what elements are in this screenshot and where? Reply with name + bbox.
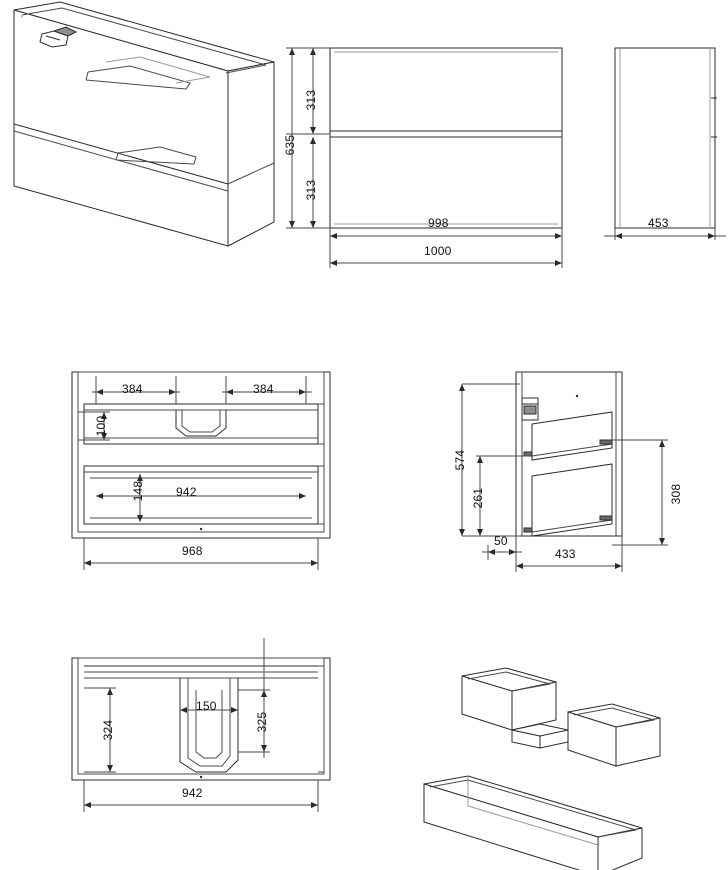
dim-section-right-384: 384 bbox=[253, 382, 274, 396]
view-isometric-drawers bbox=[424, 668, 660, 870]
view-side-section bbox=[459, 372, 668, 572]
dim-sidesection-50: 50 bbox=[494, 534, 508, 548]
view-isometric-front bbox=[14, 2, 274, 246]
dim-bottom-150: 150 bbox=[196, 699, 217, 713]
dim-section-942: 942 bbox=[176, 485, 197, 499]
dim-front-width-body: 998 bbox=[428, 216, 449, 230]
dim-sidesection-574: 574 bbox=[453, 449, 467, 471]
dim-sidesection-308: 308 bbox=[669, 483, 683, 505]
dim-section-left-384: 384 bbox=[122, 382, 143, 396]
dim-side-depth: 453 bbox=[648, 216, 669, 230]
dim-front-width-total: 1000 bbox=[424, 244, 452, 258]
dim-bottom-324: 324 bbox=[101, 719, 115, 741]
dim-front-height-total: 635 bbox=[283, 134, 297, 156]
view-side-elevation bbox=[604, 48, 726, 240]
dim-section-148: 148 bbox=[131, 480, 145, 502]
dim-section-100: 100 bbox=[94, 415, 108, 437]
dim-front-height-lower: 313 bbox=[304, 179, 318, 201]
dim-sidesection-261: 261 bbox=[471, 487, 485, 509]
dim-section-968: 968 bbox=[182, 544, 203, 558]
view-front-elevation bbox=[283, 48, 562, 268]
dim-bottom-325: 325 bbox=[255, 711, 269, 733]
dim-front-height-upper: 313 bbox=[304, 89, 318, 111]
view-front-section bbox=[72, 372, 330, 570]
dim-sidesection-433: 433 bbox=[555, 547, 576, 561]
dim-bottom-942: 942 bbox=[182, 786, 203, 800]
